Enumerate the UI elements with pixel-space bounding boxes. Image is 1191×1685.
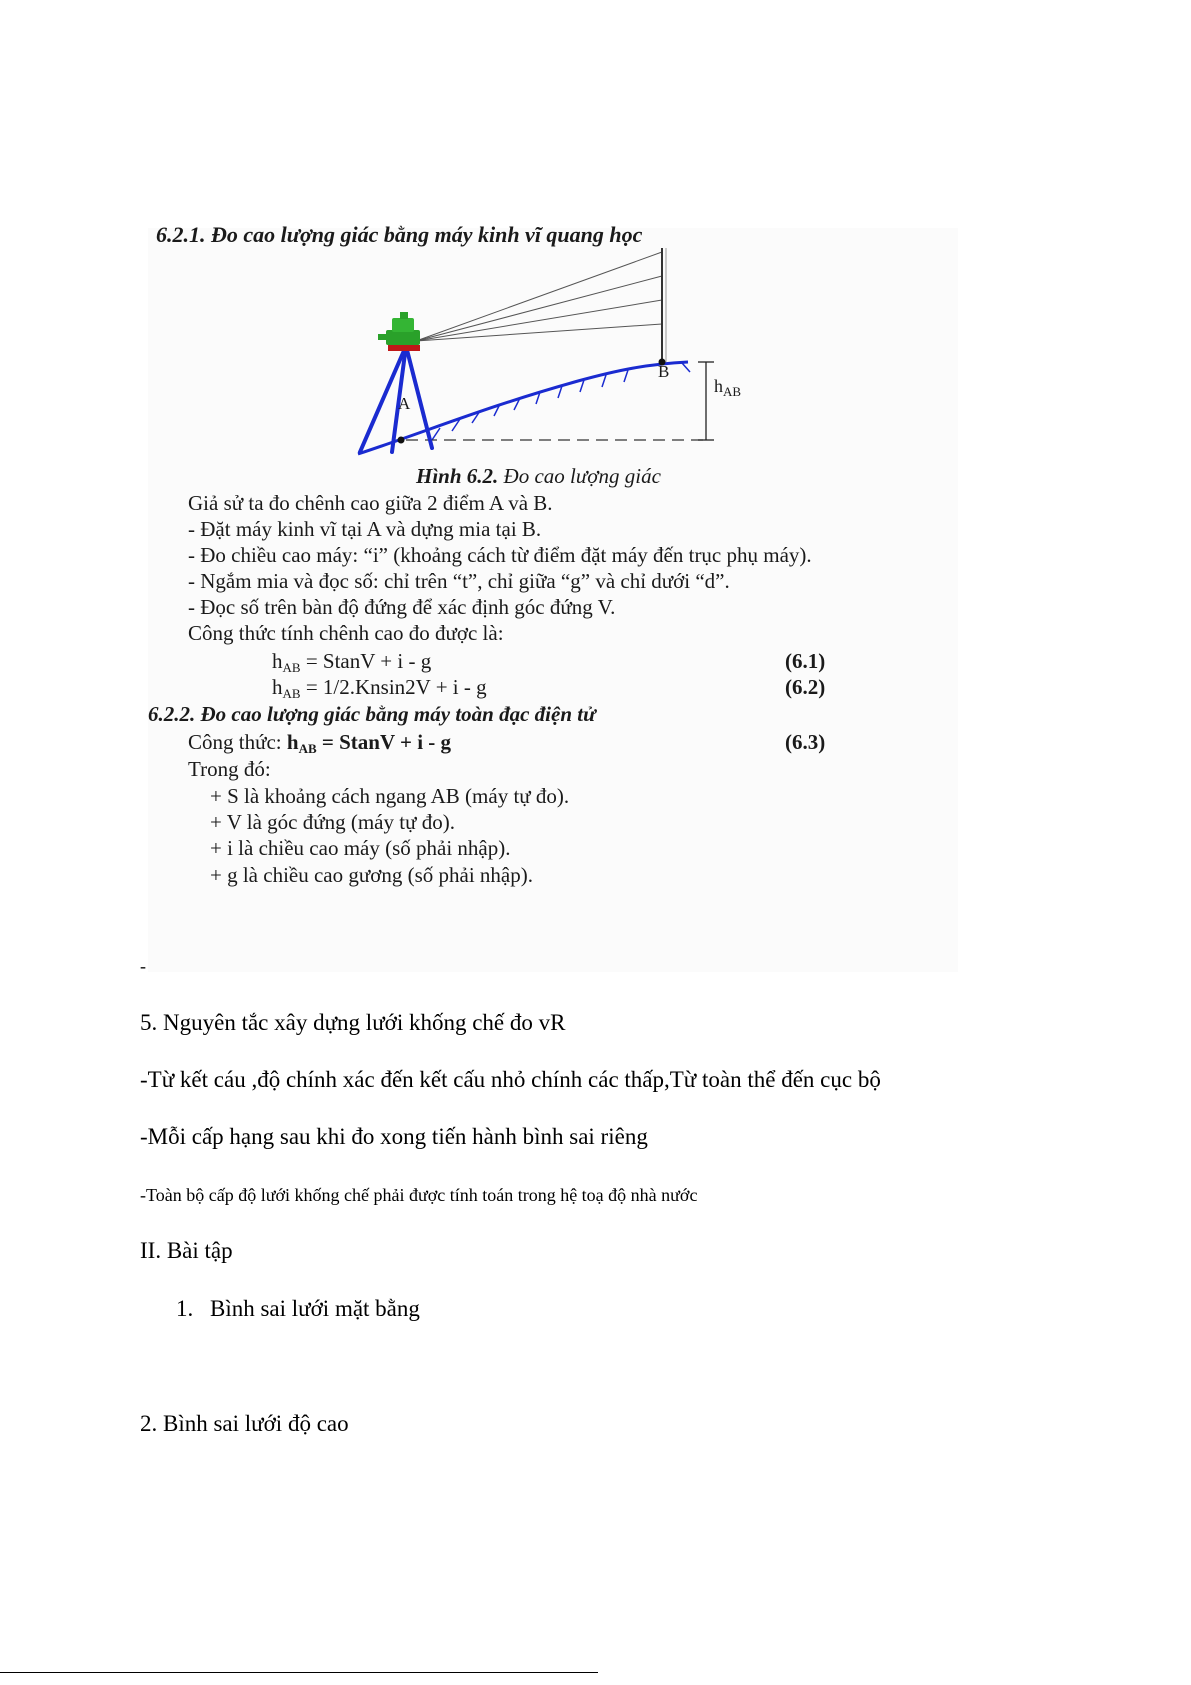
- formula-6-2: $h_{AB} = 1/2.Knsin2V + i - g$: [272, 675, 487, 701]
- label-height-hab: $h_{AB}$: [714, 376, 742, 399]
- formula-number-6-1: (6.1): [785, 649, 826, 673]
- section-5-line: -Từ kết cáu ,độ chính xác đến kết cấu nhỏ chính các thấp,Từ toàn thể đến cục bộ: [140, 1067, 881, 1092]
- definition-item: + S là khoảng cách ngang AB (máy tự đo).: [210, 784, 570, 808]
- definition-item: + g là chiều cao gương (số phải nhập).: [210, 863, 533, 887]
- trigonometric-leveling-figure: [348, 246, 768, 466]
- text-line: Giả sử ta đo chênh cao giữa 2 điểm A và B.: [188, 491, 553, 515]
- formula-number-6-3: (6.3): [785, 730, 826, 754]
- section-ii-title: II. Bài tập: [140, 1238, 233, 1263]
- definition-item: + i là chiều cao máy (số phải nhập).: [210, 836, 511, 860]
- theodolite-icon: [386, 330, 420, 345]
- definition-item: + V là góc đứng (máy tự đo).: [210, 810, 455, 834]
- formula-6-1: $h_{AB} = StanV + i - g$: [272, 649, 432, 675]
- scanned-textbook-image: [148, 222, 958, 972]
- figure-caption: Hình 6.2. Đo cao lượng giác: [416, 464, 661, 488]
- heading-6-2-2: 6.2.2. Đo cao lượng giác bằng máy toàn đạc điện tử: [148, 702, 596, 726]
- where-label: Trong đó:: [188, 757, 271, 781]
- point-a-marker: [398, 437, 405, 444]
- footer-divider: [0, 1672, 598, 1673]
- section-5-title: 5. Nguyên tắc xây dựng lưới khống chế đo vR: [140, 1010, 566, 1035]
- section-5-small-line: -Toàn bộ cấp độ lưới khống chế phải được tính toán trong hệ toạ độ nhà nước: [140, 1185, 698, 1205]
- list-item-number: 1.: [176, 1296, 194, 1321]
- tripod: [360, 346, 432, 452]
- list-item-text: Bình sai lưới mặt bằng: [210, 1296, 420, 1321]
- list-item-2: 2. Bình sai lưới độ cao: [140, 1411, 349, 1436]
- label-point-a: A: [398, 394, 411, 413]
- instrument-base: [388, 345, 420, 351]
- formula-number-6-2: (6.2): [785, 675, 826, 699]
- label-point-b: B: [658, 362, 670, 381]
- text-line: - Đo chiều cao máy: “i” (khoảng cách từ điểm đặt máy đến trục phụ máy).: [188, 543, 812, 567]
- text-line: Công thức tính chênh cao đo được là:: [188, 621, 504, 645]
- heading-6-2-1: 6.2.1. Đo cao lượng giác bằng máy kinh vĩ quang học: [156, 222, 643, 247]
- formula-6-3: Công thức: $h_{AB} = StanV + i - g$: [188, 730, 452, 756]
- dash-marker: -: [140, 956, 146, 976]
- text-line: - Đặt máy kinh vĩ tại A và dựng mia tại B.: [188, 517, 542, 541]
- text-line: - Ngắm mia và đọc số: chỉ trên “t”, chỉ giữa “g” và chỉ dưới “d”.: [188, 569, 730, 593]
- text-line: - Đọc số trên bàn độ đứng để xác định góc đứng V.: [188, 595, 616, 619]
- section-5-line: -Mỗi cấp hạng sau khi đo xong tiến hành bình sai riêng: [140, 1124, 648, 1149]
